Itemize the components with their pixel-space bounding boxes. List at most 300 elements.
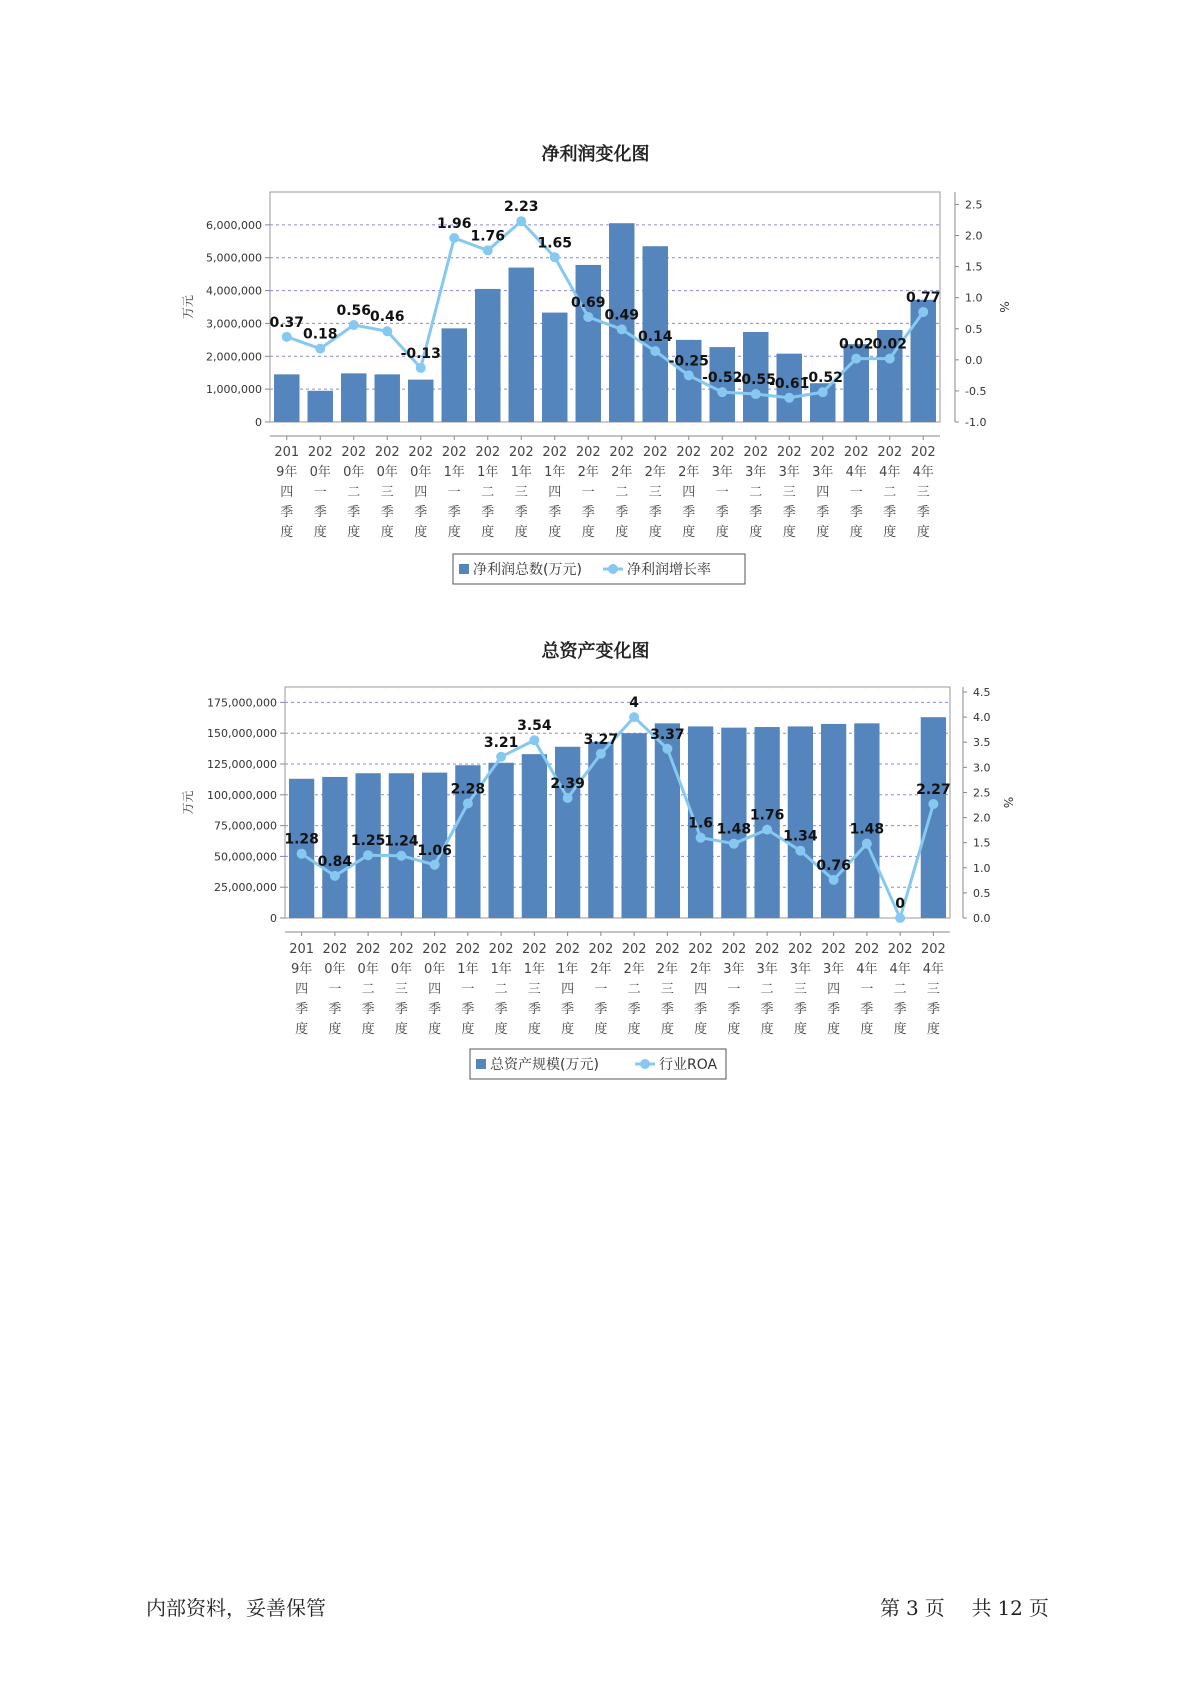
legend-item-bar: 总资产规模(万元) xyxy=(490,1057,599,1073)
line-point-4 xyxy=(382,326,392,336)
x-tick-label-part: 季 xyxy=(916,505,930,520)
chart-title: 总资产变化图 xyxy=(541,641,650,662)
y2-axis-label: % xyxy=(997,301,1011,313)
net-profit-chart-svg xyxy=(0,140,1191,600)
x-tick-label-part: 202 xyxy=(821,942,847,957)
y2-tick-label: 4.0 xyxy=(973,711,991,725)
x-tick-label-part: 四 xyxy=(816,485,830,500)
x-tick-label-part: 季 xyxy=(461,1002,475,1017)
y2-tick-label: 1.5 xyxy=(973,836,991,850)
x-tick-label-part: 202 xyxy=(709,445,735,460)
x-tick-label-part: 202 xyxy=(688,942,714,957)
x-tick-label-part: 三 xyxy=(926,982,940,997)
line-point-13 xyxy=(684,370,694,380)
y-tick-label: 3,000,000 xyxy=(206,317,262,331)
x-tick-label-part: 度 xyxy=(514,525,528,540)
x-tick-label-part: 一 xyxy=(313,485,327,500)
x-tick-label-part: 0年 xyxy=(423,962,446,977)
x-tick-label-part: 202 xyxy=(341,445,367,460)
x-tick-label-11 xyxy=(622,942,647,1037)
y-tick-label: 125,000,000 xyxy=(207,758,277,771)
data-label-9: 1.65 xyxy=(537,235,573,252)
data-label-6: 2.28 xyxy=(450,781,486,798)
line-point-9 xyxy=(550,252,560,262)
x-tick-label-5 xyxy=(408,445,433,540)
x-tick-label-part: 4年 xyxy=(845,465,867,480)
y2-tick-label: 0.0 xyxy=(965,353,983,367)
data-label-3: 0.56 xyxy=(336,303,372,320)
bar-3 xyxy=(341,373,366,422)
x-tick-label-part: 一 xyxy=(849,485,863,500)
x-tick-label-part: 2年 xyxy=(611,465,633,480)
line-point-4 xyxy=(396,851,406,861)
line-point-3 xyxy=(363,850,373,860)
x-tick-label-part: 度 xyxy=(860,1022,874,1037)
x-tick-label-part: 季 xyxy=(313,505,327,520)
y-axis-label: 万元 xyxy=(181,294,195,320)
data-label-17: -0.52 xyxy=(802,370,843,387)
x-tick-label-part: 0年 xyxy=(410,465,432,480)
bar-2 xyxy=(322,777,347,918)
x-tick-label-part: 一 xyxy=(328,982,342,997)
x-tick-label-part: 202 xyxy=(441,445,467,460)
page-num: 3 xyxy=(906,1596,919,1620)
x-tick-label-7 xyxy=(489,942,514,1037)
x-tick-label-part: 三 xyxy=(782,485,796,500)
x-tick-label-4 xyxy=(375,445,400,540)
x-tick-label-part: 季 xyxy=(581,505,595,520)
data-label-4: 1.24 xyxy=(384,833,419,850)
data-label-20: 2.27 xyxy=(916,782,951,799)
x-tick-label-part: 度 xyxy=(883,525,897,540)
y2-tick-label: 2.0 xyxy=(965,229,983,243)
x-tick-label-part: 度 xyxy=(494,1022,508,1037)
x-tick-label-part: 度 xyxy=(481,525,495,540)
y-tick-label: 5,000,000 xyxy=(206,251,262,265)
x-tick-label-part: 季 xyxy=(428,1002,442,1017)
x-tick-label-9 xyxy=(555,942,580,1037)
x-tick-label-part: 0年 xyxy=(324,962,346,977)
x-tick-label-part: 季 xyxy=(782,505,796,520)
x-tick-label-part: 1年 xyxy=(490,962,512,977)
x-tick-label-part: 度 xyxy=(428,1022,442,1037)
x-tick-label-part: 季 xyxy=(849,505,863,520)
x-tick-label-part: 202 xyxy=(843,445,869,460)
line-point-19 xyxy=(885,354,895,364)
x-tick-label-20 xyxy=(911,445,936,540)
line-point-20 xyxy=(918,307,928,317)
y-axis-label: 万元 xyxy=(181,790,195,815)
total-prefix: 共 xyxy=(971,1596,992,1620)
x-tick-label-part: 季 xyxy=(594,1002,608,1017)
x-tick-label-11 xyxy=(609,445,634,540)
x-tick-label-part: 度 xyxy=(561,1022,575,1037)
x-tick-label-1 xyxy=(289,942,314,1037)
x-tick-label-15 xyxy=(743,445,768,540)
x-tick-label-part: 4年 xyxy=(856,962,878,977)
x-tick-label-part: 0年 xyxy=(357,962,379,977)
page-unit: 页 xyxy=(924,1596,945,1620)
x-tick-label-part: 度 xyxy=(660,1022,674,1037)
x-tick-label-part: 季 xyxy=(727,1002,741,1017)
x-tick-label-part: 度 xyxy=(581,525,595,540)
data-label-20: 0.77 xyxy=(905,289,941,306)
legend-bar-swatch xyxy=(476,1059,486,1069)
x-tick-label-12 xyxy=(643,445,668,540)
y2-tick-label: 0.5 xyxy=(973,886,991,900)
x-tick-label-part: 季 xyxy=(328,1002,342,1017)
x-tick-label-part: 201 xyxy=(289,942,315,957)
line-point-12 xyxy=(662,744,672,754)
x-tick-label-part: 2年 xyxy=(577,465,599,480)
legend-line-marker xyxy=(608,564,618,574)
data-label-19: 0 xyxy=(895,896,905,912)
bar-20 xyxy=(911,300,936,422)
data-label-7: 3.21 xyxy=(483,734,519,751)
line-point-8 xyxy=(529,735,539,745)
x-tick-label-part: 度 xyxy=(394,1022,408,1037)
y2-axis-label: % xyxy=(1001,796,1015,809)
x-tick-label-part: 2年 xyxy=(689,962,712,977)
x-tick-label-part: 季 xyxy=(883,505,897,520)
x-tick-label-part: 202 xyxy=(754,942,780,957)
x-tick-label-part: 度 xyxy=(295,1022,309,1037)
x-tick-label-18 xyxy=(854,942,879,1037)
x-tick-label-part: 9年 xyxy=(276,465,298,480)
x-tick-label-17 xyxy=(821,942,846,1037)
line-point-17 xyxy=(818,387,828,397)
x-tick-label-part: 202 xyxy=(542,445,568,460)
x-tick-label-part: 季 xyxy=(682,505,696,520)
x-tick-label-part: 度 xyxy=(313,525,327,540)
x-tick-label-2 xyxy=(308,445,333,540)
x-tick-label-part: 度 xyxy=(347,525,361,540)
x-tick-label-part: 度 xyxy=(447,525,461,540)
x-tick-label-part: 202 xyxy=(877,445,903,460)
x-tick-label-part: 季 xyxy=(527,1002,541,1017)
x-tick-label-part: 一 xyxy=(727,982,741,997)
x-tick-label-part: 202 xyxy=(588,942,614,957)
data-label-14: -0.52 xyxy=(702,370,743,387)
y2-tick-label: -0.5 xyxy=(965,384,987,398)
x-tick-label-part: 度 xyxy=(527,1022,541,1037)
y-tick-label: 150,000,000 xyxy=(207,727,277,741)
line-point-2 xyxy=(315,344,325,354)
x-tick-label-3 xyxy=(341,445,366,540)
data-label-18: 0.02 xyxy=(838,336,874,353)
y2-tick-label: -1.0 xyxy=(965,416,987,429)
x-tick-label-part: 202 xyxy=(355,942,381,957)
x-tick-label-part: 二 xyxy=(615,485,629,500)
x-tick-label-part: 四 xyxy=(827,982,841,997)
data-label-5: -0.13 xyxy=(400,345,441,362)
x-tick-label-part: 202 xyxy=(642,445,668,460)
total-assets-chart-svg xyxy=(0,637,1191,1097)
x-tick-label-part: 0年 xyxy=(390,962,413,977)
x-tick-label-part: 季 xyxy=(694,1002,708,1017)
x-tick-label-part: 季 xyxy=(380,505,394,520)
x-tick-label-part: 季 xyxy=(627,1002,641,1017)
legend-item-line: 净利润增长率 xyxy=(627,562,711,578)
line-point-17 xyxy=(829,875,839,885)
data-label-8: 3.54 xyxy=(517,718,552,735)
x-tick-label-part: 1年 xyxy=(477,465,499,480)
x-tick-label-part: 度 xyxy=(328,1022,342,1037)
chart-title: 净利润变化图 xyxy=(541,144,650,165)
x-tick-label-part: 季 xyxy=(860,1002,874,1017)
x-tick-label-part: 202 xyxy=(555,942,581,957)
line-point-16 xyxy=(784,393,794,403)
x-tick-label-part: 度 xyxy=(760,1022,774,1037)
data-label-13: 1.6 xyxy=(688,815,714,832)
line-point-11 xyxy=(629,712,639,722)
legend-item-line: 行业ROA xyxy=(659,1057,718,1073)
x-tick-label-part: 4年 xyxy=(879,465,901,480)
line-point-6 xyxy=(463,799,473,809)
x-tick-label-9 xyxy=(542,445,567,540)
x-tick-label-6 xyxy=(455,942,480,1037)
x-tick-label-part: 四 xyxy=(682,485,696,500)
x-tick-label-part: 度 xyxy=(615,525,629,540)
x-tick-label-part: 0年 xyxy=(309,465,331,480)
x-tick-label-part: 三 xyxy=(660,982,674,997)
x-tick-label-14 xyxy=(721,942,746,1037)
x-tick-label-part: 季 xyxy=(760,1002,774,1017)
data-label-14: 1.48 xyxy=(716,821,752,838)
x-tick-label-part: 3年 xyxy=(756,962,778,977)
x-tick-label-20 xyxy=(921,942,946,1037)
bar-10 xyxy=(576,265,601,422)
x-tick-label-5 xyxy=(422,942,447,1037)
x-tick-label-part: 度 xyxy=(816,525,830,540)
x-tick-label-part: 202 xyxy=(743,445,769,460)
bar-8 xyxy=(509,268,534,422)
x-tick-label-part: 三 xyxy=(793,982,807,997)
y2-tick-label: 0.0 xyxy=(973,912,991,925)
legend-line-marker xyxy=(640,1059,650,1069)
legend xyxy=(453,554,745,584)
x-tick-label-part: 度 xyxy=(849,525,863,540)
bar-20 xyxy=(921,717,946,918)
x-tick-label-part: 202 xyxy=(776,445,802,460)
x-tick-label-part: 季 xyxy=(561,1002,575,1017)
line-point-16 xyxy=(795,846,805,856)
x-tick-label-18 xyxy=(844,445,869,540)
x-tick-label-part: 二 xyxy=(494,982,508,997)
line-point-5 xyxy=(416,363,426,373)
x-tick-label-part: 季 xyxy=(481,505,495,520)
bar-18 xyxy=(854,723,879,918)
x-tick-label-part: 季 xyxy=(295,1002,309,1017)
x-tick-label-part: 202 xyxy=(609,445,635,460)
x-tick-label-part: 季 xyxy=(347,505,361,520)
data-label-15: 1.76 xyxy=(749,807,785,824)
x-tick-label-part: 度 xyxy=(749,525,763,540)
x-tick-label-part: 度 xyxy=(916,525,930,540)
x-tick-label-part: 度 xyxy=(648,525,662,540)
line-point-8 xyxy=(516,216,526,226)
y-tick-label: 0 xyxy=(270,912,277,925)
x-tick-label-part: 季 xyxy=(648,505,662,520)
bar-17 xyxy=(821,724,846,918)
footer-confidential-note: 内部资料，妥善保管 xyxy=(146,1596,326,1620)
data-label-10: 3.27 xyxy=(583,731,619,748)
x-tick-label-part: 季 xyxy=(394,1002,408,1017)
x-tick-label-part: 度 xyxy=(827,1022,841,1037)
x-tick-label-part: 202 xyxy=(307,445,333,460)
x-tick-label-part: 季 xyxy=(514,505,528,520)
line-point-15 xyxy=(751,389,761,399)
x-tick-label-part: 二 xyxy=(361,982,375,997)
x-tick-label-part: 三 xyxy=(916,485,930,500)
x-tick-label-part: 1年 xyxy=(510,465,532,480)
x-tick-label-part: 四 xyxy=(280,485,294,500)
x-tick-label-part: 一 xyxy=(581,485,595,500)
x-tick-label-part: 202 xyxy=(422,942,448,957)
x-tick-label-part: 202 xyxy=(575,445,601,460)
bar-16 xyxy=(788,726,813,918)
y2-tick-label: 4.5 xyxy=(973,686,991,700)
x-tick-label-part: 三 xyxy=(514,485,528,500)
x-tick-label-part: 季 xyxy=(414,505,428,520)
bar-7 xyxy=(475,289,500,422)
bar-11 xyxy=(621,733,646,918)
x-tick-label-12 xyxy=(655,942,680,1037)
x-tick-label-part: 202 xyxy=(654,942,680,957)
x-tick-label-part: 季 xyxy=(660,1002,674,1017)
line-point-11 xyxy=(617,324,627,334)
bar-10 xyxy=(588,742,613,918)
data-label-15: -0.55 xyxy=(735,372,776,389)
x-tick-label-part: 度 xyxy=(461,1022,475,1037)
line-point-14 xyxy=(729,839,739,849)
x-tick-label-part: 季 xyxy=(749,505,763,520)
x-tick-label-part: 0年 xyxy=(376,465,398,480)
x-tick-label-part: 四 xyxy=(694,982,708,997)
data-label-2: 0.84 xyxy=(317,853,353,870)
y2-tick-label: 3.5 xyxy=(973,736,991,750)
x-tick-label-part: 202 xyxy=(810,445,836,460)
x-tick-label-part: 一 xyxy=(461,982,475,997)
x-tick-label-part: 季 xyxy=(494,1002,508,1017)
x-tick-label-part: 度 xyxy=(727,1022,741,1037)
y2-tick-label: 2.5 xyxy=(973,786,991,800)
x-tick-label-part: 二 xyxy=(893,982,907,997)
x-tick-label-part: 3年 xyxy=(723,962,745,977)
x-tick-label-2 xyxy=(322,942,347,1037)
y-tick-label: 4,000,000 xyxy=(206,284,262,298)
x-tick-label-part: 度 xyxy=(414,525,428,540)
bar-9 xyxy=(542,313,567,422)
x-tick-label-part: 四 xyxy=(561,982,575,997)
y-tick-label: 75,000,000 xyxy=(214,819,277,833)
data-label-3: 1.25 xyxy=(350,833,386,850)
line-point-18 xyxy=(862,839,872,849)
bar-8 xyxy=(522,754,547,918)
x-tick-label-part: 三 xyxy=(394,982,408,997)
y2-tick-label: 2.5 xyxy=(965,198,983,212)
y2-tick-label: 1.5 xyxy=(965,260,983,274)
x-tick-label-part: 季 xyxy=(926,1002,940,1017)
line-point-14 xyxy=(717,387,727,397)
data-label-18: 1.48 xyxy=(849,821,885,838)
net-profit-chart xyxy=(0,140,1191,600)
total-assets-chart xyxy=(0,637,1191,1097)
x-tick-label-part: 202 xyxy=(475,445,501,460)
data-label-12: 3.37 xyxy=(650,726,685,743)
x-tick-label-part: 二 xyxy=(627,982,641,997)
x-tick-label-part: 202 xyxy=(508,445,534,460)
x-tick-label-part: 度 xyxy=(715,525,729,540)
x-tick-label-part: 度 xyxy=(893,1022,907,1037)
x-tick-label-part: 2年 xyxy=(656,962,679,977)
y2-tick-label: 1.0 xyxy=(965,291,983,305)
x-tick-label-part: 3年 xyxy=(778,465,800,480)
y-tick-label: 6,000,000 xyxy=(206,218,262,232)
data-label-5: 1.06 xyxy=(417,842,452,859)
x-tick-label-part: 202 xyxy=(621,942,647,957)
data-label-2: 0.18 xyxy=(302,326,338,343)
y2-tick-label: 1.0 xyxy=(973,861,991,875)
bar-5 xyxy=(408,380,433,422)
x-tick-label-part: 1年 xyxy=(443,465,465,480)
bar-2 xyxy=(308,391,333,422)
x-tick-label-14 xyxy=(710,445,735,540)
x-tick-label-part: 度 xyxy=(782,525,796,540)
x-tick-label-part: 3年 xyxy=(822,962,845,977)
data-label-13: -0.25 xyxy=(668,353,709,370)
x-tick-label-part: 度 xyxy=(280,525,294,540)
data-label-7: 1.76 xyxy=(470,228,506,245)
x-tick-label-part: 202 xyxy=(374,445,400,460)
line-point-1 xyxy=(282,332,292,342)
data-label-16: -0.61 xyxy=(769,375,810,392)
line-point-15 xyxy=(762,825,772,835)
data-label-4: 0.46 xyxy=(369,309,405,326)
y2-tick-label: 2.0 xyxy=(973,811,991,825)
x-tick-label-part: 1年 xyxy=(457,962,479,977)
x-tick-label-part: 202 xyxy=(721,942,747,957)
x-tick-label-part: 季 xyxy=(715,505,729,520)
x-tick-label-part: 3年 xyxy=(745,465,767,480)
bar-1 xyxy=(289,779,314,918)
x-tick-label-part: 度 xyxy=(926,1022,940,1037)
legend xyxy=(470,1049,726,1079)
line-point-12 xyxy=(650,346,660,356)
data-label-1: 1.28 xyxy=(284,831,319,848)
x-tick-label-part: 三 xyxy=(648,485,662,500)
line-point-18 xyxy=(851,354,861,364)
x-tick-label-part: 2年 xyxy=(678,465,700,480)
x-tick-label-part: 度 xyxy=(682,525,696,540)
x-tick-label-16 xyxy=(788,942,813,1037)
x-tick-label-7 xyxy=(475,445,500,540)
x-tick-label-part: 四 xyxy=(414,485,428,500)
x-tick-label-15 xyxy=(755,942,780,1037)
x-tick-label-part: 202 xyxy=(787,942,813,957)
x-tick-label-16 xyxy=(777,445,802,540)
x-tick-label-part: 3年 xyxy=(812,465,834,480)
x-tick-label-part: 202 xyxy=(920,942,946,957)
x-tick-label-13 xyxy=(676,445,701,540)
x-tick-label-part: 202 xyxy=(322,942,348,957)
x-tick-label-part: 季 xyxy=(827,1002,841,1017)
x-tick-label-8 xyxy=(509,445,534,540)
x-tick-label-part: 202 xyxy=(488,942,514,957)
total-num: 12 xyxy=(997,1596,1023,1620)
x-tick-label-part: 2年 xyxy=(590,962,612,977)
x-tick-label-part: 季 xyxy=(893,1002,907,1017)
